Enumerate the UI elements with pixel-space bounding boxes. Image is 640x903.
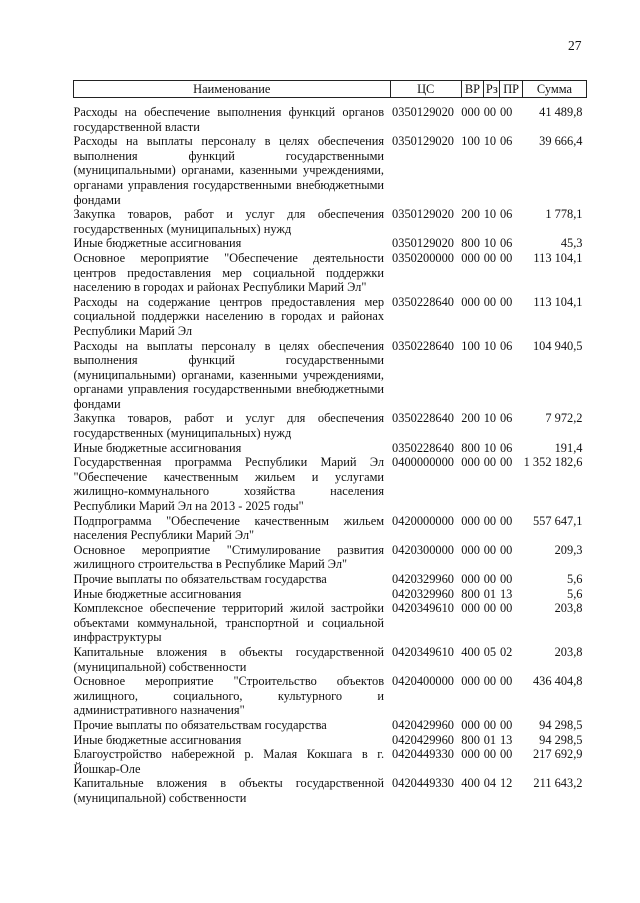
table-header bbox=[74, 81, 587, 98]
row-vr-code: 000 bbox=[461, 747, 480, 762]
row-sum: 94 298,5 bbox=[539, 717, 583, 732]
row-vr-code: 800 bbox=[461, 732, 480, 747]
row-name: Капитальные вложения в объекты государственной (муниципальной) собственности bbox=[73, 776, 385, 805]
row-rz-code: 00 bbox=[483, 717, 497, 732]
row-rz-code: 10 bbox=[483, 411, 497, 426]
row-name: Основное мероприятие "Строительство объектов жилищного, социального, культурного и административного назначения" bbox=[73, 674, 385, 718]
row-pr-code: 06 bbox=[499, 338, 513, 353]
row-pr-code: 00 bbox=[499, 601, 513, 616]
table-row bbox=[74, 645, 587, 674]
table-row bbox=[74, 543, 587, 572]
row-vr-code: 200 bbox=[461, 207, 480, 222]
row-cs-code: 0420329960 bbox=[392, 586, 454, 601]
row-pr-code: 00 bbox=[499, 250, 513, 265]
row-pr-code: 06 bbox=[499, 134, 513, 149]
row-name: Основное мероприятие "Стимулирование развития жилищного строительства в Республике Марий Эл" bbox=[73, 542, 385, 572]
row-cs-code: 0420000000 bbox=[392, 513, 454, 528]
row-rz-code: 10 bbox=[483, 134, 497, 149]
row-vr-code: 000 bbox=[461, 250, 480, 265]
row-name: Иные бюджетные ассигнования bbox=[73, 732, 242, 747]
row-vr-code: 800 bbox=[461, 586, 480, 601]
table-row bbox=[74, 572, 587, 587]
row-rz-code: 00 bbox=[483, 674, 497, 689]
row-rz-code: 00 bbox=[483, 455, 497, 470]
row-rz-code: 00 bbox=[483, 105, 497, 119]
row-vr-code: 000 bbox=[461, 542, 480, 557]
row-cs-code: 0400000000 bbox=[392, 455, 454, 470]
row-pr-code: 06 bbox=[499, 440, 513, 455]
row-cs-code: 0420449330 bbox=[392, 776, 454, 791]
row-sum: 436 404,8 bbox=[532, 674, 583, 689]
table-row bbox=[74, 587, 587, 602]
row-sum: 45,3 bbox=[560, 236, 583, 251]
row-sum: 113 104,1 bbox=[533, 250, 583, 265]
row-pr-code: 00 bbox=[499, 294, 513, 309]
row-rz-code: 05 bbox=[483, 644, 497, 659]
row-name: Основное мероприятие "Обеспечение деятельности центров предоставления мер социальной поддержки населению в городах и районах Республики Марий Эл" bbox=[73, 250, 385, 295]
row-sum: 94 298,5 bbox=[539, 732, 583, 747]
row-rz-code: 00 bbox=[483, 513, 497, 528]
row-rz-code: 00 bbox=[483, 542, 497, 557]
row-vr-code: 000 bbox=[461, 513, 480, 528]
row-rz-code: 00 bbox=[483, 601, 497, 616]
row-cs-code: 0420300000 bbox=[392, 542, 454, 557]
row-pr-code: 00 bbox=[499, 513, 513, 528]
table-row bbox=[74, 295, 587, 339]
row-rz-code: 04 bbox=[483, 776, 497, 791]
row-cs-code: 0350200000 bbox=[392, 250, 454, 265]
row-name: Иные бюджетные ассигнования bbox=[73, 586, 242, 601]
row-name: Комплексное обеспечение территорий жилой застройки объектами коммунальной, транспортной и социальной инфраструктуры bbox=[73, 601, 385, 645]
row-rz-code: 10 bbox=[483, 236, 497, 251]
table-row bbox=[74, 207, 587, 236]
row-cs-code: 0420429960 bbox=[392, 717, 454, 732]
row-sum: 39 666,4 bbox=[539, 134, 583, 149]
row-name: Государственная программа Республики Марий Эл "Обеспечение качественным жильем и услугами жилищно-коммунального хозяйства населения Республики Марий Эл на 2013 - 2025 годы" bbox=[73, 455, 385, 514]
row-name: Расходы на выплаты персоналу в целях обеспечения выполнения функций государственными (муниципальными) органами, казенными учреждениями, органами управления государственными внебюджетными фондами bbox=[73, 338, 385, 411]
row-vr-code: 100 bbox=[461, 338, 480, 353]
row-rz-code: 10 bbox=[483, 338, 497, 353]
row-sum: 203,8 bbox=[554, 644, 583, 659]
row-pr-code: 06 bbox=[499, 207, 513, 222]
row-pr-code: 02 bbox=[499, 644, 513, 659]
row-vr-code: 800 bbox=[461, 236, 480, 251]
row-name: Закупка товаров, работ и услуг для обеспечения государственных (муниципальных) нужд bbox=[73, 207, 385, 236]
row-vr-code: 200 bbox=[461, 411, 480, 426]
row-rz-code: 01 bbox=[483, 586, 497, 601]
row-sum: 41 489,8 bbox=[539, 105, 583, 119]
table-row bbox=[74, 134, 587, 207]
row-pr-code: 00 bbox=[499, 747, 513, 762]
row-rz-code: 00 bbox=[483, 294, 497, 309]
row-pr-code: 06 bbox=[499, 236, 513, 251]
row-pr-code: 06 bbox=[499, 411, 513, 426]
table-row bbox=[74, 747, 587, 776]
row-cs-code: 0350129020 bbox=[392, 105, 454, 119]
row-name: Капитальные вложения в объекты государственной (муниципальной) собственности bbox=[73, 644, 385, 674]
row-name: Иные бюджетные ассигнования bbox=[73, 236, 242, 251]
row-name: Закупка товаров, работ и услуг для обеспечения государственных (муниципальных) нужд bbox=[73, 411, 385, 441]
row-rz-code: 00 bbox=[483, 747, 497, 762]
row-sum: 5,6 bbox=[567, 572, 583, 586]
row-pr-code: 13 bbox=[499, 586, 513, 601]
row-pr-code: 00 bbox=[499, 572, 513, 586]
row-pr-code: 00 bbox=[499, 105, 513, 119]
table-row bbox=[74, 718, 587, 733]
row-name: Подпрограмма "Обеспечение качественным жильем населения Республики Марий Эл" bbox=[73, 513, 385, 543]
table-row bbox=[74, 251, 587, 295]
row-name: Расходы на содержание центров предоставления мер социальной поддержки населению в городах и районах Республики Марий Эл bbox=[73, 294, 385, 338]
row-sum: 557 647,1 bbox=[532, 513, 583, 528]
row-rz-code: 01 bbox=[483, 732, 497, 747]
header-cs: ЦС bbox=[390, 81, 461, 98]
row-cs-code: 0350129020 bbox=[392, 236, 454, 251]
row-vr-code: 000 bbox=[461, 717, 480, 732]
row-vr-code: 000 bbox=[461, 601, 480, 616]
row-vr-code: 000 bbox=[461, 105, 480, 119]
table-row bbox=[74, 339, 587, 412]
header-rz: Рз bbox=[484, 81, 500, 98]
row-pr-code: 00 bbox=[499, 455, 513, 470]
row-pr-code: 13 bbox=[499, 732, 513, 747]
row-sum: 203,8 bbox=[554, 601, 583, 616]
table-row bbox=[74, 674, 587, 718]
budget-table bbox=[73, 80, 587, 806]
row-sum: 104 940,5 bbox=[532, 338, 583, 353]
row-sum: 5,6 bbox=[567, 586, 583, 601]
row-cs-code: 0350228640 bbox=[392, 338, 454, 353]
row-name: Благоустройство набережной р. Малая Кокшага в г. Йошкар-Оле bbox=[73, 747, 385, 776]
row-cs-code: 0420400000 bbox=[392, 674, 454, 689]
header-sum: Сумма bbox=[522, 81, 586, 98]
row-vr-code: 000 bbox=[461, 455, 480, 470]
row-cs-code: 0350129020 bbox=[392, 207, 454, 222]
row-sum: 7 972,2 bbox=[545, 411, 583, 426]
row-vr-code: 400 bbox=[461, 776, 480, 791]
row-cs-code: 0350228640 bbox=[392, 440, 454, 455]
row-name: Прочие выплаты по обязательствам государства bbox=[73, 572, 327, 586]
row-pr-code: 00 bbox=[499, 674, 513, 689]
row-pr-code: 00 bbox=[499, 542, 513, 557]
row-cs-code: 0420329960 bbox=[392, 572, 454, 586]
row-vr-code: 800 bbox=[461, 440, 480, 455]
row-cs-code: 0350228640 bbox=[392, 294, 454, 309]
row-vr-code: 000 bbox=[461, 294, 480, 309]
row-cs-code: 0420429960 bbox=[392, 732, 454, 747]
row-name: Прочие выплаты по обязательствам государства bbox=[73, 717, 327, 732]
table-row bbox=[74, 236, 587, 251]
table-row bbox=[74, 105, 587, 134]
header-gap bbox=[74, 98, 587, 106]
row-pr-code: 12 bbox=[499, 776, 513, 791]
table-row bbox=[74, 776, 587, 805]
header-pr: ПР bbox=[500, 81, 522, 98]
table-row bbox=[74, 733, 587, 748]
row-sum: 209,3 bbox=[554, 542, 583, 557]
row-name: Расходы на выплаты персоналу в целях обеспечения выполнения функций государственными (муниципальными) органами, казенными учреждениями, органами управления государственными внебюджетными фондами bbox=[73, 134, 385, 207]
row-vr-code: 400 bbox=[461, 644, 480, 659]
row-sum: 211 643,2 bbox=[533, 776, 583, 791]
header-vr: ВР bbox=[461, 81, 483, 98]
row-name: Расходы на обеспечение выполнения функций органов государственной власти bbox=[73, 105, 385, 134]
row-sum: 191,4 bbox=[554, 440, 583, 455]
row-pr-code: 00 bbox=[499, 717, 513, 732]
row-vr-code: 000 bbox=[461, 572, 480, 586]
table-row bbox=[74, 514, 587, 543]
header-name: Наименование bbox=[74, 81, 391, 98]
row-sum: 1 352 182,6 bbox=[523, 455, 583, 470]
table-row bbox=[74, 601, 587, 645]
row-rz-code: 00 bbox=[483, 572, 497, 586]
row-cs-code: 0420349610 bbox=[392, 644, 454, 659]
row-sum: 1 778,1 bbox=[545, 207, 583, 222]
table-row bbox=[74, 441, 587, 456]
row-cs-code: 0350129020 bbox=[392, 134, 454, 149]
row-rz-code: 10 bbox=[483, 440, 497, 455]
row-name: Иные бюджетные ассигнования bbox=[73, 440, 242, 455]
page-number: 27 bbox=[568, 38, 582, 53]
row-rz-code: 00 bbox=[483, 250, 497, 265]
row-sum: 217 692,9 bbox=[532, 747, 583, 762]
row-cs-code: 0420349610 bbox=[392, 601, 454, 616]
row-cs-code: 0350228640 bbox=[392, 411, 454, 426]
row-sum: 113 104,1 bbox=[533, 294, 583, 309]
table-body bbox=[74, 98, 587, 806]
row-cs-code: 0420449330 bbox=[392, 747, 454, 762]
table-row bbox=[74, 455, 587, 513]
row-rz-code: 10 bbox=[483, 207, 497, 222]
table-row bbox=[74, 411, 587, 440]
row-vr-code: 100 bbox=[461, 134, 480, 149]
row-vr-code: 000 bbox=[461, 674, 480, 689]
